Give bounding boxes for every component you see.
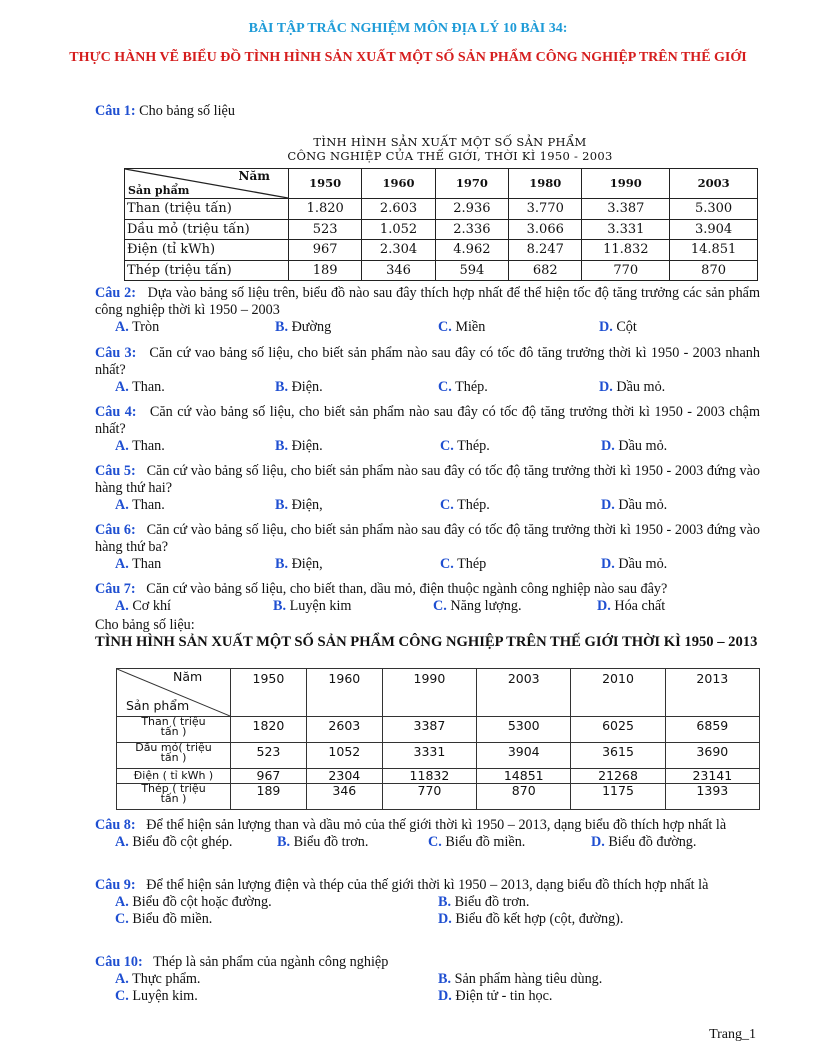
question-label: Câu 2: (95, 285, 136, 301)
question-label: Câu 8: (95, 817, 136, 833)
table1-cell: 523 (289, 219, 362, 240)
page-number: Trang_1 (709, 1027, 756, 1042)
table2-row-label: Điện ( tỉ kWh ) (117, 769, 231, 784)
option-d[interactable]: D. Dầu mỏ. (599, 379, 666, 395)
table1-row-label: Than (triệu tấn) (125, 199, 289, 220)
table1-cell: 1.052 (362, 219, 435, 240)
question-text: Căn cứ vào bảng số liệu, cho biết sản phẩm nào sau đây có tốc độ tăng trưởng thời kì 1950 - 2003 đứng vào hàng thứ hai? (95, 463, 760, 496)
table1-cell: 967 (289, 240, 362, 261)
table2-row-label: Dầu mỏ( triệu tấn ) (117, 743, 231, 769)
table2-corner-product: Sản phẩm (126, 698, 190, 713)
table1 (124, 168, 758, 281)
table2-cell: 1820 (231, 717, 307, 743)
table-row (125, 240, 758, 261)
table2-cell: 3387 (382, 717, 476, 743)
question-label: Câu 6: (95, 522, 136, 538)
table1-year: 1980 (509, 169, 582, 199)
table1-year: 2003 (670, 169, 758, 199)
answer-options (95, 971, 760, 988)
question-text: Căn cứ vào bảng số liệu, cho biết than, dầu mỏ, điện thuộc ngành công nghiệp nào sau đây? (146, 581, 668, 597)
table-row (125, 219, 758, 240)
table1-cell: 346 (362, 260, 435, 281)
question-text: Để thể hiện sản lượng điện và thép của thế giới thời kì 1950 – 2013, dạng biểu đồ thích hợp nhất là (146, 877, 709, 893)
option-d[interactable]: D. Hóa chất (597, 598, 666, 614)
option-c[interactable]: C. Thép (440, 556, 487, 572)
table-row (125, 199, 758, 220)
table1-image (122, 136, 760, 278)
table2-cell: 14851 (477, 769, 571, 784)
table2-row-label: Thép ( triệu tấn ) (117, 784, 231, 810)
table1-cell: 870 (670, 260, 758, 281)
option-b[interactable]: B. Điện, (275, 497, 323, 513)
table2-intro (95, 617, 760, 651)
option-a[interactable]: A. Tròn (115, 319, 160, 335)
option-a[interactable]: A. Biểu đồ cột hoặc đường. (115, 894, 272, 910)
table1-row-label: Điện (tỉ kWh) (125, 240, 289, 261)
table1-cell: 3.770 (509, 199, 582, 220)
table1-cell: 11.832 (582, 240, 670, 261)
table-row (117, 717, 760, 743)
option-a[interactable]: A. Cơ khí (115, 598, 171, 614)
table2-year: 2003 (477, 669, 571, 717)
table2-image (116, 668, 760, 810)
table1-corner-year: Năm (238, 169, 270, 183)
option-a[interactable]: A. Biểu đồ cột ghép. (115, 834, 233, 850)
table2-cell: 21268 (571, 769, 665, 784)
table-row (117, 669, 760, 717)
table1-row-label: Thép (triệu tấn) (125, 260, 289, 281)
table2-cell: 3615 (571, 743, 665, 769)
table2-year: 2010 (571, 669, 665, 717)
option-d[interactable]: D. Điện tử - tin học. (438, 988, 553, 1004)
answer-options (95, 598, 760, 615)
table1-cell: 682 (509, 260, 582, 281)
table2-corner-cell (117, 669, 231, 717)
option-c[interactable]: C. Biểu đồ miền. (428, 834, 526, 850)
option-d[interactable]: D. Biểu đồ kết hợp (cột, đường). (438, 911, 624, 927)
question-text: Căn cứ vao bảng số liệu, cho biết sản phẩm nào sau đây có tốc đô tăng trưởng thời kì 1950 - 2003 nhanh nhất? (95, 345, 760, 378)
question-8 (95, 817, 760, 851)
question-text: Để thể hiện sản lượng than và dầu mỏ của thế giới thời kì 1950 – 2013, dạng biểu đồ thích hợp nhất là (146, 817, 727, 833)
answer-options (95, 556, 760, 573)
table2-cell: 3331 (382, 743, 476, 769)
answer-options (95, 379, 760, 396)
option-b[interactable]: B. Sản phẩm hàng tiêu dùng. (438, 971, 603, 987)
table1-cell: 3.904 (670, 219, 758, 240)
table-row (125, 169, 758, 199)
option-c[interactable]: C. Luyện kim. (115, 988, 198, 1004)
option-d[interactable]: D. Cột (599, 319, 637, 335)
answer-options (95, 438, 760, 455)
answer-options (95, 911, 760, 928)
table2-cell: 3690 (665, 743, 759, 769)
table1-cell: 5.300 (670, 199, 758, 220)
option-b[interactable]: B. Điện, (275, 556, 323, 572)
table1-year: 1950 (289, 169, 362, 199)
table1-row-label: Dầu mỏ (triệu tấn) (125, 219, 289, 240)
table2-cell: 6859 (665, 717, 759, 743)
question-text: Căn cứ vào bảng số liệu, cho biết sản phẩm nào sau đây có tốc độ tăng trưởng thời kì 1950 - 2003 đứng vào hàng thứ ba? (95, 522, 760, 555)
question-7 (95, 581, 760, 615)
question-label: Câu 10: (95, 954, 143, 970)
question-label: Câu 4: (95, 404, 137, 420)
answer-options (95, 834, 760, 851)
table2-cell: 11832 (382, 769, 476, 784)
table1-cell: 2.603 (362, 199, 435, 220)
table1-cell: 3.331 (582, 219, 670, 240)
table1-year: 1970 (435, 169, 508, 199)
table2-cell: 870 (477, 784, 571, 810)
option-a[interactable]: A. Than. (115, 497, 165, 513)
question-4 (95, 404, 760, 455)
option-b[interactable]: B. Điện. (275, 379, 323, 395)
table2-cell: 346 (306, 784, 382, 810)
table2-year: 1990 (382, 669, 476, 717)
table1-cell: 594 (435, 260, 508, 281)
question-label: Câu 7: (95, 581, 136, 597)
table2-intro-text: Cho bảng số liệu: (95, 617, 195, 633)
question-10 (95, 954, 760, 1005)
question-label: Câu 5: (95, 463, 136, 479)
option-c[interactable]: C. Năng lượng. (433, 598, 522, 614)
option-a[interactable]: A. Thực phẩm. (115, 971, 201, 987)
table2-cell: 23141 (665, 769, 759, 784)
table2-cell: 3904 (477, 743, 571, 769)
option-c[interactable]: C. Biểu đồ miền. (115, 911, 213, 927)
option-c[interactable]: C. Miền (438, 319, 486, 335)
table2-cell: 523 (231, 743, 307, 769)
question-3 (95, 345, 760, 396)
question-text: Căn cứ vào bảng số liệu, cho biết sản phẩm nào sau đây có tốc độ tăng trưởng thời kì 1950 - 2003 chậm nhất? (95, 404, 760, 437)
question-text: Thép là sản phẩm của ngành công nghiệp (153, 954, 389, 970)
option-b[interactable]: B. Biểu đồ trơn. (277, 834, 369, 850)
table1-cell: 189 (289, 260, 362, 281)
option-a[interactable]: A. Than. (115, 438, 165, 454)
table1-cell: 3.387 (582, 199, 670, 220)
table2-cell: 1052 (306, 743, 382, 769)
table2-cell: 770 (382, 784, 476, 810)
table1-cell: 2.304 (362, 240, 435, 261)
option-d[interactable]: D. Dầu mỏ. (601, 497, 668, 513)
question-6 (95, 522, 760, 573)
question-text: Cho bảng số liệu (139, 103, 235, 119)
table2-title: TÌNH HÌNH SẢN XUẤT MỘT SỐ SẢN PHẨM CÔNG NGHIỆP TRÊN THẾ GIỚI THỜI KÌ 1950 – 2013 (95, 634, 758, 650)
table1-year: 1990 (582, 169, 670, 199)
question-label: Câu 1: (95, 103, 136, 119)
option-b[interactable]: B. Điện. (275, 438, 323, 454)
table-row (125, 260, 758, 281)
option-d[interactable]: D. Biểu đồ đường. (591, 834, 697, 850)
table1-cell: 8.247 (509, 240, 582, 261)
option-b[interactable]: B. Biểu đồ trơn. (438, 894, 530, 910)
question-label: Câu 9: (95, 877, 136, 893)
table2-cell: 6025 (571, 717, 665, 743)
table1-cell: 770 (582, 260, 670, 281)
option-d[interactable]: D. Dầu mỏ. (601, 556, 668, 572)
table1-cell: 14.851 (670, 240, 758, 261)
table2-corner-year: Năm (173, 669, 203, 684)
answer-options (95, 988, 760, 1005)
question-5 (95, 463, 760, 514)
table2-year: 1950 (231, 669, 307, 717)
table1-cell: 3.066 (509, 219, 582, 240)
table2-row-label: Than ( triệu tấn ) (117, 717, 231, 743)
answer-options (95, 497, 760, 514)
option-a[interactable]: A. Than. (115, 379, 165, 395)
answer-options (95, 894, 760, 911)
table2-year: 1960 (306, 669, 382, 717)
option-b[interactable]: B. Luyện kim (273, 598, 352, 614)
table1-year: 1960 (362, 169, 435, 199)
table1-corner-product: Sản phẩm (128, 184, 190, 197)
question-text: Dựa vào bảng số liệu trên, biểu đồ nào sau đây thích hợp nhất để thể hiện tốc độ tăng trưởng các sản phẩm công nghiệp thời kì 1950 – 2003 (95, 285, 761, 318)
table2 (116, 668, 760, 810)
table2-year: 2013 (665, 669, 759, 717)
table1-caption-line2: CÔNG NGHIỆP CỦA THẾ GIỚI, THỜI KÌ 1950 - 2003 (287, 149, 613, 163)
option-c[interactable]: C. Thép. (440, 497, 490, 513)
question-1 (95, 103, 760, 120)
table-row (117, 784, 760, 810)
question-9 (95, 877, 760, 928)
option-d[interactable]: D. Dầu mỏ. (601, 438, 668, 454)
table-row (117, 743, 760, 769)
table2-cell: 1393 (665, 784, 759, 810)
table1-cell: 2.336 (435, 219, 508, 240)
document-title-line1: BÀI TẬP TRẮC NGHIỆM MÔN ĐỊA LÝ 10 BÀI 34: (248, 21, 568, 36)
table2-cell: 1175 (571, 784, 665, 810)
table2-cell: 189 (231, 784, 307, 810)
question-2 (95, 285, 760, 336)
table2-cell: 2603 (306, 717, 382, 743)
table1-cell: 4.962 (435, 240, 508, 261)
table1-cell: 1.820 (289, 199, 362, 220)
table-row (117, 769, 760, 784)
question-label: Câu 3: (95, 345, 137, 361)
option-a[interactable]: A. Than (115, 556, 162, 572)
option-c[interactable]: C. Thép. (438, 379, 488, 395)
option-c[interactable]: C. Thép. (440, 438, 490, 454)
table2-cell: 967 (231, 769, 307, 784)
answer-options (95, 319, 760, 336)
table2-cell: 2304 (306, 769, 382, 784)
table2-cell: 5300 (477, 717, 571, 743)
option-b[interactable]: B. Đường (275, 319, 332, 335)
table1-cell: 2.936 (435, 199, 508, 220)
document-title-line2: THỰC HÀNH VẼ BIỂU ĐỒ TÌNH HÌNH SẢN XUẤT MỘT SỐ SẢN PHẨM CÔNG NGHIỆP TRÊN THẾ GIỚI (69, 50, 747, 65)
table1-corner-cell (125, 169, 289, 199)
table1-caption-line1: TÌNH HÌNH SẢN XUẤT MỘT SỐ SẢN PHẨM (313, 135, 587, 149)
